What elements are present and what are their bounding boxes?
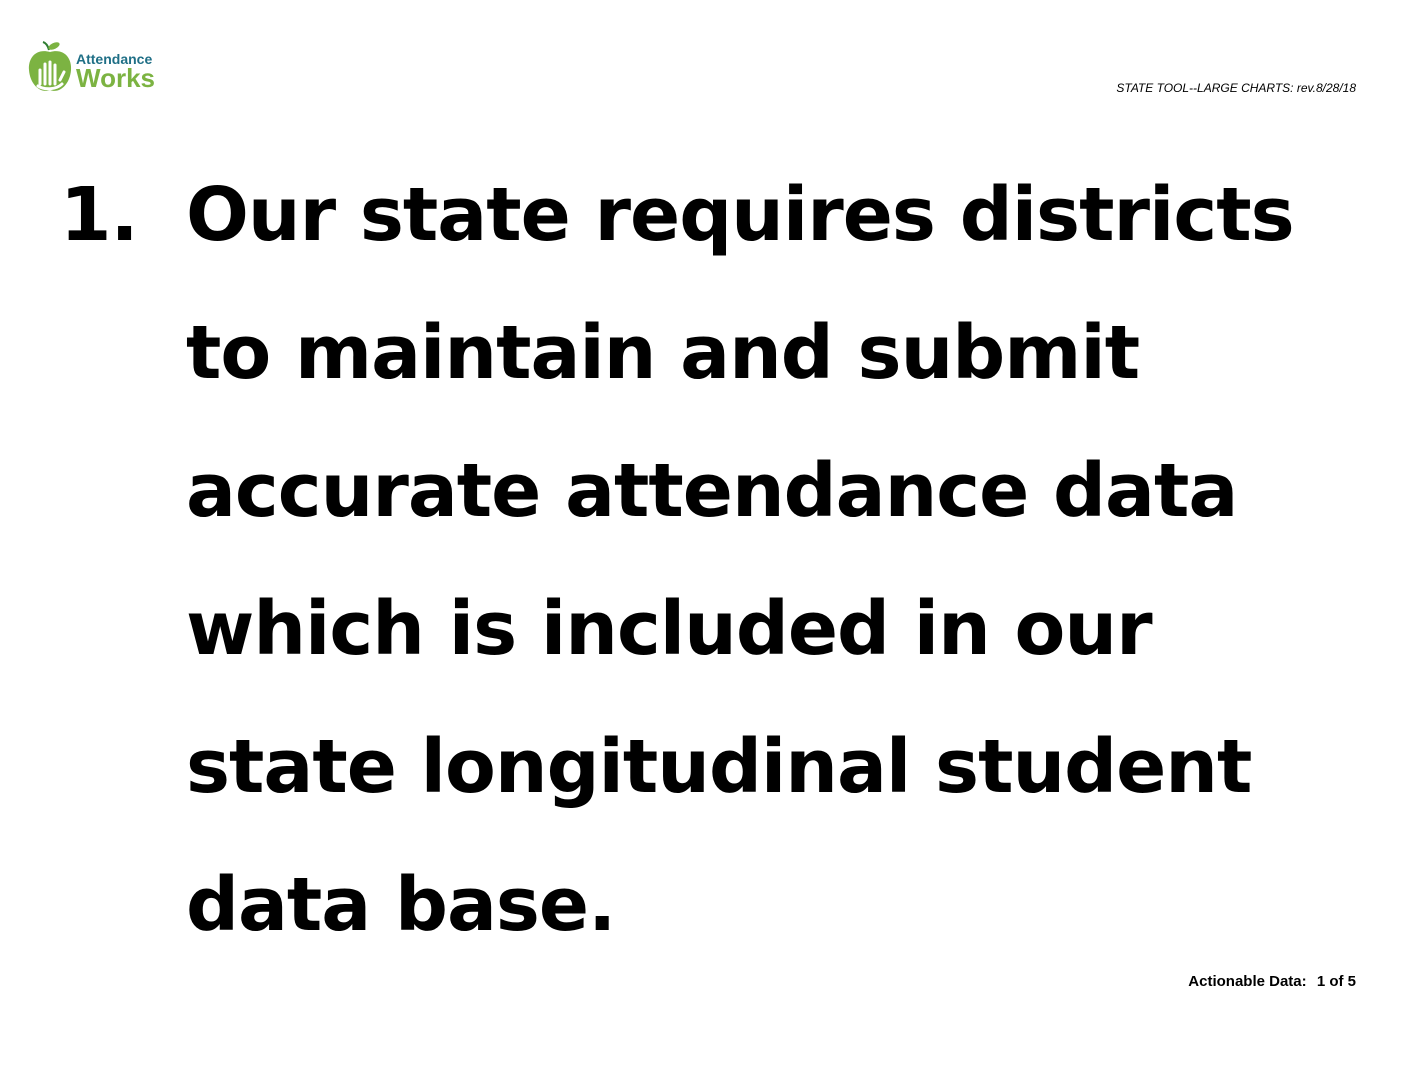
main-statement — [60, 146, 1360, 974]
document-reference: STATE TOOL--LARGE CHARTS: rev.8/28/18 — [1116, 81, 1356, 95]
apple-hand-logo-icon — [26, 40, 74, 96]
page-footer — [1188, 973, 1356, 990]
statement-text: Our state requires districts to maintain and submit accurate attendance data which is included in our state longitudinal student data base. — [186, 172, 1294, 948]
logo-text-attendance: Attendance — [76, 51, 153, 67]
attendance-works-logo — [26, 40, 176, 96]
page-counter: 1 of 5 — [1316, 973, 1356, 990]
statement-number: 1. — [60, 172, 138, 258]
logo-text-works: Works — [76, 63, 155, 93]
footer-label: Actionable Data: — [1188, 973, 1307, 990]
